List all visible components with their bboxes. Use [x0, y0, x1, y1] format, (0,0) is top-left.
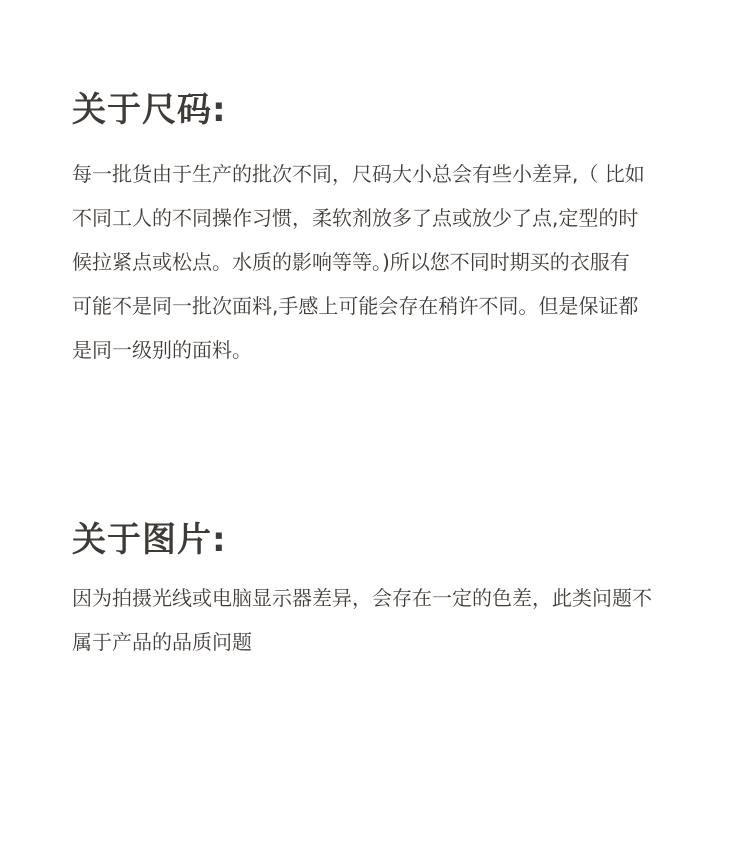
image-text-line: 属于产品的品质问题: [72, 630, 252, 654]
size-section: [72, 86, 692, 372]
image-section-text: [72, 576, 692, 664]
size-text-line: 每一批货由于生产的批次不同，尺码大小总会有些小差异,（ 比如: [72, 162, 645, 186]
size-section-title: 关于尺码:: [72, 90, 227, 130]
size-text-line: 候拉紧点或松点。水质的影响等等。)所以您不同时期买的衣服有: [72, 250, 630, 274]
size-text-line: 是同一级别的面料。: [72, 338, 252, 362]
size-section-text: [72, 152, 692, 372]
image-section-title: 关于图片:: [72, 520, 227, 560]
size-text-line: 不同工人的不同操作习惯，柔软剂放多了点或放少了点,定型的时: [72, 206, 639, 230]
image-section: [72, 516, 692, 664]
size-text-line: 可能不是同一批次面料,手感上可能会存在稍许不同。但是保证都: [72, 294, 639, 318]
image-text-line: 因为拍摄光线或电脑显示器差异，会存在一定的色差，此类问题不: [72, 586, 652, 610]
